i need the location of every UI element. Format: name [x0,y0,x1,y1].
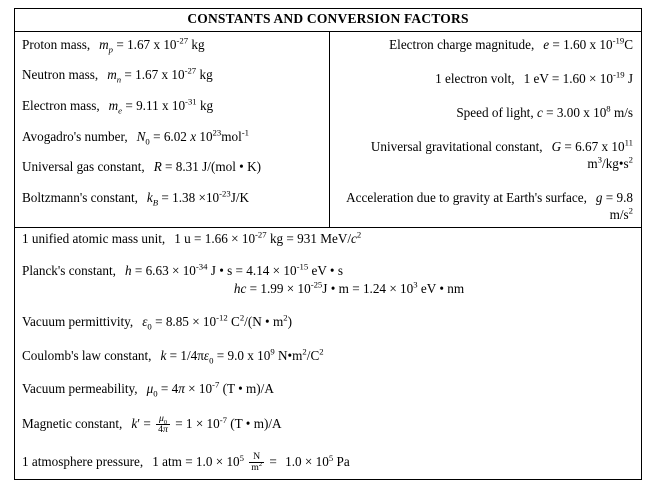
row-vacuum-permeability: Vacuum permeability, $\mu_0 = 4\pi \times 10^{-7}$ (T • m)/A [22,379,274,399]
amu-label: 1 unified atomic mass unit, [22,231,166,247]
row-gas-constant: Universal gas constant, R = 8.31 J/(mol • K) [22,159,261,175]
row-atmosphere-pressure: 1 atmosphere pressure, 1 atm = $1.0 \times 10^5$ $\frac{N}{m^2}$ = $1.0 \times 10^5$ Pa [22,451,350,474]
row-electron-charge: Electron charge magnitude, e = 1.60 x $10^{-19}C$ [389,35,633,52]
row-electron-mass: Electron mass, $m_e = 9.11$ x $10^{-31}$ kg [22,96,214,116]
electron-mass-label: Electron mass, [22,98,100,114]
avogadro-label: Avogadro's number, [22,128,128,144]
row-neutron-mass: Neutron mass, $m_n = 1.67$ x $10^{-27}$ kg [22,66,213,86]
row-avogadro-number: Avogadro's number, $N_0 = 6.02$ x $10^{23}mol^{-1}$ [22,127,249,147]
planck-label: Planck's constant, [22,263,116,279]
gravity-label: Acceleration due to gravity at Earth's surface, [346,190,587,206]
full-width-section [15,228,641,479]
magnetic-label: Magnetic constant, [22,415,123,431]
row-speed-of-light: Speed of light, c = 3.00 x $10^8$ m/s [456,103,633,121]
row-coulomb-law-constant: Coulomb's law constant, $k = 1/4\pi\varepsilon_0 = 9.0$ x $10^9$ $N•m^2/C^2$ [22,346,324,366]
permeability-label: Vacuum permeability, [22,380,138,396]
row-proton-mass: Proton mass, $m_p = 1.67$ x $10^{-27}$ kg [22,35,205,55]
gas-constant-label: Universal gas constant, [22,159,145,175]
row-boltzmann-constant: Boltzmann's constant, $k_B = 1.38 \times 10^{-23}J/K$ [22,188,250,208]
two-column-section [15,32,641,228]
mu-over-4pi-fraction: $\frac{\mu_0}{4\pi}$ [158,412,168,435]
gravitational-label: Universal gravitational constant, [370,139,543,155]
row-planck-constant: Planck's constant, $h = 6.63 \times 10^{-34}$ J • $s = 4.14 \times 10^{-15}$ eV • s [22,261,343,279]
electron-charge-label: Electron charge magnitude, [389,36,535,52]
proton-mass-label: Proton mass, [22,36,91,52]
coulomb-label: Coulomb's law constant, [22,347,152,363]
permittivity-label: Vacuum permittivity, [22,314,134,330]
row-electron-volt: 1 electron volt, 1 eV = $1.60 \times 10^{-19}$ J [435,69,633,86]
left-column [15,32,330,227]
row-planck-hc: hc = $1.99 \times 10^{-25}J$ • $m = 1.24 \times 10^3$ eV • nm [233,279,465,297]
row-vacuum-permittivity: Vacuum permittivity, $\varepsilon_0 = 8.85 \times 10^{-12}$ $C^2/(N$ • $m^2$) [22,313,292,333]
neutron-mass-label: Neutron mass, [22,67,99,83]
speed-light-label: Speed of light, [456,105,534,121]
newton-per-meter-squared-fraction: $\frac{N}{m^2}$ [251,451,263,474]
row-gravitational-constant: Universal gravitational constant, G = 6.67 x $10^{11}$ $m^3/kg•s^2$ [370,137,633,171]
right-column [330,32,641,227]
atm-label: 1 atmosphere pressure, [22,454,144,470]
table-title: CONSTANTS AND CONVERSION FACTORS [15,9,641,32]
boltzmann-label: Boltzmann's constant, [22,189,138,205]
row-magnetic-constant: Magnetic constant, k′ = $\frac{\mu_0}{4\pi}$ = $1 \times 10^{-7}$ (T • m)/A [22,412,282,435]
electron-volt-label: 1 electron volt, [435,70,515,86]
constants-table [14,8,642,480]
row-atomic-mass-unit: 1 unified atomic mass unit, 1 $u = 1.66 \times 10^{-27}$ kg = 931 MeV/$c^2$ [22,229,362,247]
row-gravity-acceleration: Acceleration due to gravity at Earth's surface, g = 9.8 $m/s^2$ [346,190,633,222]
